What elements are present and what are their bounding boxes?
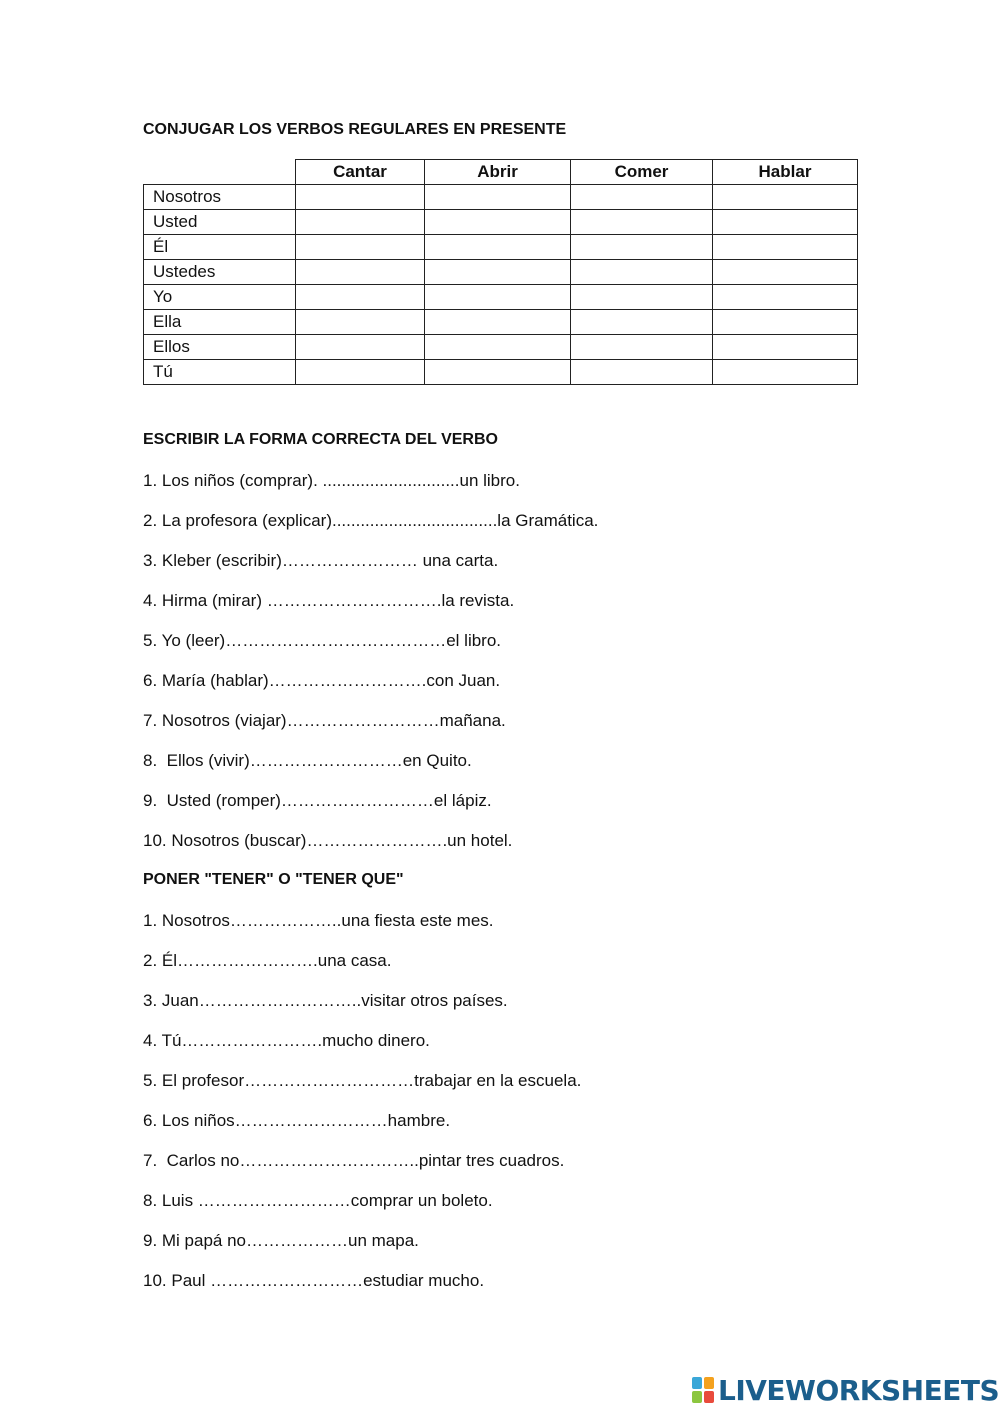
exercise-item: 7. Nosotros (viajar)………………………mañana. <box>143 711 506 730</box>
pronoun-cell: Ellos <box>144 335 296 360</box>
answer-cell[interactable] <box>296 210 425 235</box>
answer-cell[interactable] <box>296 285 425 310</box>
exercise-item: 2. La profesora (explicar)...................................la Gramática. <box>143 511 599 530</box>
answer-cell[interactable] <box>713 285 858 310</box>
pronoun-cell: Yo <box>144 285 296 310</box>
exercise-item: 10. Paul ………………………estudiar mucho. <box>143 1271 485 1290</box>
table-corner-cell <box>144 160 296 185</box>
answer-cell[interactable] <box>425 260 571 285</box>
exercise-item: 1. Los niños (comprar). .............................un libro. <box>143 471 520 490</box>
exercise-item: 6. Los niños………………………hambre. <box>143 1111 451 1130</box>
exercise-item: 9. Mi papá no………………un mapa. <box>143 1231 419 1250</box>
answer-cell[interactable] <box>296 360 425 385</box>
column-header: Hablar <box>713 160 858 185</box>
table-header-row <box>144 160 858 185</box>
answer-cell[interactable] <box>425 210 571 235</box>
exercise-list-verb-form <box>143 470 598 870</box>
answer-cell[interactable] <box>425 310 571 335</box>
answer-cell[interactable] <box>296 335 425 360</box>
exercise-item: 4. Tú…………………….mucho dinero. <box>143 1031 430 1050</box>
exercise-item: 6. María (hablar)……………………….con Juan. <box>143 671 501 690</box>
answer-cell[interactable] <box>296 310 425 335</box>
answer-cell[interactable] <box>571 260 713 285</box>
exercise-item: 1. Nosotros………………..una fiesta este mes. <box>143 911 494 930</box>
conjugation-table <box>143 159 858 385</box>
exercise-item: 5. Yo (leer)…………………………………el libro. <box>143 631 502 650</box>
answer-cell[interactable] <box>571 235 713 260</box>
column-header: Comer <box>571 160 713 185</box>
exercise-item: 7. Carlos no…………………………..pintar tres cuadros. <box>143 1151 565 1170</box>
liveworksheets-logo[interactable] <box>692 1373 999 1407</box>
answer-cell[interactable] <box>296 260 425 285</box>
exercise-item: 10. Nosotros (buscar)…………………….un hotel. <box>143 831 513 850</box>
answer-cell[interactable] <box>571 310 713 335</box>
table-row <box>144 285 858 310</box>
pronoun-cell: Usted <box>144 210 296 235</box>
section-title-correct-form: ESCRIBIR LA FORMA CORRECTA DEL VERBO <box>143 431 498 448</box>
table-row <box>144 235 858 260</box>
answer-cell[interactable] <box>713 260 858 285</box>
answer-cell[interactable] <box>296 235 425 260</box>
answer-cell[interactable] <box>425 335 571 360</box>
column-header: Cantar <box>296 160 425 185</box>
exercise-item: 3. Kleber (escribir)…………………… una carta. <box>143 551 499 570</box>
answer-cell[interactable] <box>571 360 713 385</box>
answer-cell[interactable] <box>713 210 858 235</box>
table-row <box>144 360 858 385</box>
table-row <box>144 185 858 210</box>
logo-mark-icon <box>692 1377 714 1403</box>
column-header: Abrir <box>425 160 571 185</box>
pronoun-cell: Ella <box>144 310 296 335</box>
answer-cell[interactable] <box>571 210 713 235</box>
answer-cell[interactable] <box>571 185 713 210</box>
pronoun-cell: Ustedes <box>144 260 296 285</box>
pronoun-cell: Tú <box>144 360 296 385</box>
answer-cell[interactable] <box>571 335 713 360</box>
answer-cell[interactable] <box>571 285 713 310</box>
table-row <box>144 260 858 285</box>
table-row <box>144 335 858 360</box>
answer-cell[interactable] <box>713 335 858 360</box>
exercise-item: 9. Usted (romper)………………………el lápiz. <box>143 791 492 810</box>
exercise-item: 3. Juan………………………..visitar otros países. <box>143 991 508 1010</box>
answer-cell[interactable] <box>425 360 571 385</box>
pronoun-cell: Nosotros <box>144 185 296 210</box>
answer-cell[interactable] <box>713 360 858 385</box>
answer-cell[interactable] <box>713 235 858 260</box>
table-row <box>144 210 858 235</box>
table-row <box>144 310 858 335</box>
answer-cell[interactable] <box>713 310 858 335</box>
exercise-item: 8. Luis ………………………comprar un boleto. <box>143 1191 493 1210</box>
exercise-item: 2. Él…………………….una casa. <box>143 951 392 970</box>
exercise-item: 4. Hirma (mirar) ………………………….la revista. <box>143 591 515 610</box>
exercise-item: 5. El profesor…………………………trabajar en la escuela. <box>143 1071 582 1090</box>
logo-text: LIVEWORKSHEETS <box>718 1373 1000 1407</box>
section-title-tener: PONER "TENER" O "TENER QUE" <box>143 871 404 888</box>
answer-cell[interactable] <box>425 235 571 260</box>
pronoun-cell: Él <box>144 235 296 260</box>
answer-cell[interactable] <box>425 185 571 210</box>
exercise-list-tener <box>143 910 581 1310</box>
section-title-conjugate: CONJUGAR LOS VERBOS REGULARES EN PRESENTE <box>143 121 567 138</box>
answer-cell[interactable] <box>713 185 858 210</box>
answer-cell[interactable] <box>425 285 571 310</box>
answer-cell[interactable] <box>296 185 425 210</box>
exercise-item: 8. Ellos (vivir)………………………en Quito. <box>143 751 472 770</box>
